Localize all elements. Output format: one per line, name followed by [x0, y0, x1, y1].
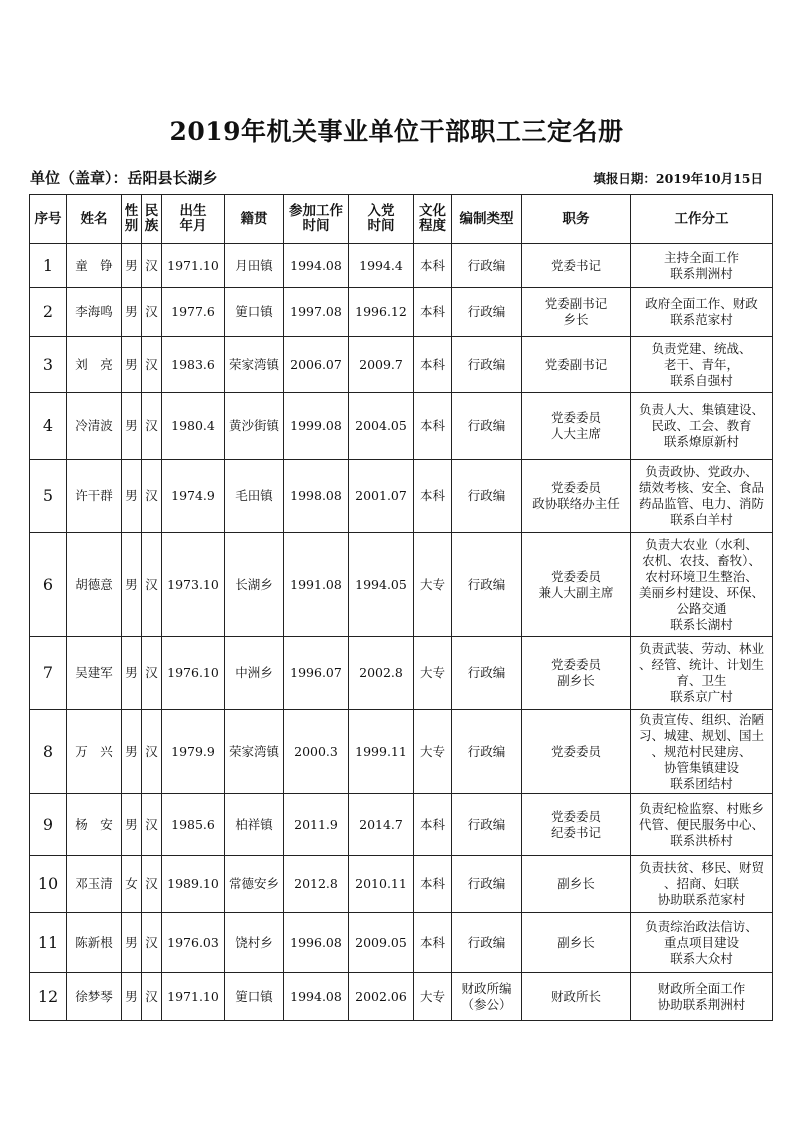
- cell-birth: 1974.9: [162, 460, 225, 533]
- cell-position: 党委委员 兼人大副主席: [522, 533, 631, 637]
- cell-hometown: 柏祥镇: [225, 794, 284, 856]
- cell-hometown: 长湖乡: [225, 533, 284, 637]
- cell-gender: 男: [122, 533, 142, 637]
- cell-duties: 主持全面工作 联系荆洲村: [631, 244, 773, 288]
- fill-date: 填报日期：2019年10月15日: [593, 171, 763, 186]
- cell-birth: 1989.10: [162, 856, 225, 913]
- cell-hometown: 月田镇: [225, 244, 284, 288]
- cell-birth: 1976.03: [162, 913, 225, 973]
- cell-gender: 男: [122, 973, 142, 1021]
- cell-birth: 1983.6: [162, 337, 225, 393]
- cell-name: 万 兴: [67, 710, 122, 794]
- cell-position: 党委委员 副乡长: [522, 637, 631, 710]
- cell-hometown: 毛田镇: [225, 460, 284, 533]
- cell-party-join: 1994.05: [349, 533, 414, 637]
- header-seq: 序号: [30, 195, 67, 244]
- unit-label: 单位（盖章）：岳阳县长湖乡: [30, 169, 218, 187]
- cell-party-join: 2002.06: [349, 973, 414, 1021]
- cell-gender: 男: [122, 244, 142, 288]
- cell-gender: 男: [122, 913, 142, 973]
- cell-staffing-type: 行政编: [452, 244, 522, 288]
- header-party-join: 入党 时间: [349, 195, 414, 244]
- cell-work-start: 2006.07: [284, 337, 349, 393]
- cell-hometown: 黄沙街镇: [225, 393, 284, 460]
- cell-birth: 1976.10: [162, 637, 225, 710]
- table-row: [30, 794, 773, 856]
- cell-work-start: 1994.08: [284, 244, 349, 288]
- cell-work-start: 1997.08: [284, 288, 349, 337]
- staff-roster-table: [29, 194, 773, 1021]
- table-row: [30, 856, 773, 913]
- cell-party-join: 2010.11: [349, 856, 414, 913]
- table-row: [30, 460, 773, 533]
- cell-seq: 3: [30, 337, 67, 393]
- header-position: 职务: [522, 195, 631, 244]
- cell-party-join: 2009.7: [349, 337, 414, 393]
- cell-ethnicity: 汉: [142, 710, 162, 794]
- header-hometown: 籍贯: [225, 195, 284, 244]
- cell-seq: 8: [30, 710, 67, 794]
- cell-duties: 负责纪检监察、村账乡 代管、便民服务中心、 联系洪桥村: [631, 794, 773, 856]
- cell-name: 许干群: [67, 460, 122, 533]
- cell-party-join: 1994.4: [349, 244, 414, 288]
- cell-staffing-type: 财政所编 （参公）: [452, 973, 522, 1021]
- cell-staffing-type: 行政编: [452, 856, 522, 913]
- cell-party-join: 1996.12: [349, 288, 414, 337]
- header-duties: 工作分工: [631, 195, 773, 244]
- cell-seq: 12: [30, 973, 67, 1021]
- cell-education: 本科: [414, 794, 452, 856]
- cell-work-start: 1999.08: [284, 393, 349, 460]
- cell-seq: 6: [30, 533, 67, 637]
- cell-work-start: 2011.9: [284, 794, 349, 856]
- cell-education: 大专: [414, 710, 452, 794]
- cell-staffing-type: 行政编: [452, 533, 522, 637]
- table-row: [30, 533, 773, 637]
- table-header-row: [30, 195, 773, 244]
- cell-staffing-type: 行政编: [452, 710, 522, 794]
- table-row: [30, 337, 773, 393]
- cell-position: 党委副书记: [522, 337, 631, 393]
- cell-position: 党委委员 人大主席: [522, 393, 631, 460]
- header-birth: 出生 年月: [162, 195, 225, 244]
- cell-staffing-type: 行政编: [452, 393, 522, 460]
- cell-duties: 负责人大、集镇建设、 民政、工会、教育 联系燎原新村: [631, 393, 773, 460]
- cell-duties: 负责宣传、组织、治陋 习、城建、规划、国土 、规范村民建房、 协管集镇建设 联系团结村: [631, 710, 773, 794]
- cell-party-join: 2001.07: [349, 460, 414, 533]
- cell-education: 本科: [414, 337, 452, 393]
- cell-staffing-type: 行政编: [452, 637, 522, 710]
- cell-staffing-type: 行政编: [452, 288, 522, 337]
- cell-work-start: 2000.3: [284, 710, 349, 794]
- cell-duties: 财政所全面工作 协助联系荆洲村: [631, 973, 773, 1021]
- cell-education: 大专: [414, 637, 452, 710]
- cell-gender: 男: [122, 393, 142, 460]
- table-row: [30, 288, 773, 337]
- cell-hometown: 常德安乡: [225, 856, 284, 913]
- cell-hometown: 筻口镇: [225, 973, 284, 1021]
- cell-education: 大专: [414, 973, 452, 1021]
- cell-work-start: 1996.07: [284, 637, 349, 710]
- cell-gender: 男: [122, 288, 142, 337]
- cell-ethnicity: 汉: [142, 244, 162, 288]
- cell-staffing-type: 行政编: [452, 460, 522, 533]
- cell-duties: 负责大农业（水利、 农机、农技、畜牧）、 农村环境卫生整治、 美丽乡村建设、环保、 公路交通 联系长湖村: [631, 533, 773, 637]
- cell-hometown: 荣家湾镇: [225, 710, 284, 794]
- cell-position: 党委委员 纪委书记: [522, 794, 631, 856]
- cell-education: 大专: [414, 533, 452, 637]
- cell-seq: 1: [30, 244, 67, 288]
- cell-position: 党委委员 政协联络办主任: [522, 460, 631, 533]
- cell-name: 李海鸣: [67, 288, 122, 337]
- cell-position: 党委副书记 乡长: [522, 288, 631, 337]
- cell-ethnicity: 汉: [142, 973, 162, 1021]
- cell-gender: 男: [122, 337, 142, 393]
- cell-name: 冷清波: [67, 393, 122, 460]
- header-work-start: 参加工作 时间: [284, 195, 349, 244]
- cell-education: 本科: [414, 913, 452, 973]
- cell-ethnicity: 汉: [142, 794, 162, 856]
- cell-duties: 政府全面工作、财政 联系范家村: [631, 288, 773, 337]
- document-title: 2019年机关事业单位干部职工三定名册: [169, 117, 624, 146]
- cell-duties: 负责政协、党政办、 绩效考核、安全、食品 药品监管、电力、消防 联系白羊村: [631, 460, 773, 533]
- table-row: [30, 913, 773, 973]
- cell-work-start: 1994.08: [284, 973, 349, 1021]
- cell-birth: 1980.4: [162, 393, 225, 460]
- cell-ethnicity: 汉: [142, 393, 162, 460]
- cell-ethnicity: 汉: [142, 637, 162, 710]
- cell-education: 本科: [414, 288, 452, 337]
- cell-position: 党委委员: [522, 710, 631, 794]
- cell-hometown: 中洲乡: [225, 637, 284, 710]
- header-ethnicity: 民 族: [142, 195, 162, 244]
- cell-work-start: 1998.08: [284, 460, 349, 533]
- cell-name: 陈新根: [67, 913, 122, 973]
- table-row: [30, 244, 773, 288]
- cell-seq: 5: [30, 460, 67, 533]
- cell-seq: 10: [30, 856, 67, 913]
- cell-work-start: 1996.08: [284, 913, 349, 973]
- cell-name: 胡德意: [67, 533, 122, 637]
- cell-party-join: 1999.11: [349, 710, 414, 794]
- cell-duties: 负责武装、劳动、林业 、经管、统计、计划生 育、卫生 联系京广村: [631, 637, 773, 710]
- cell-name: 徐梦琴: [67, 973, 122, 1021]
- cell-party-join: 2004.05: [349, 393, 414, 460]
- cell-seq: 11: [30, 913, 67, 973]
- cell-ethnicity: 汉: [142, 533, 162, 637]
- cell-education: 本科: [414, 856, 452, 913]
- cell-gender: 女: [122, 856, 142, 913]
- cell-ethnicity: 汉: [142, 856, 162, 913]
- cell-ethnicity: 汉: [142, 913, 162, 973]
- cell-gender: 男: [122, 637, 142, 710]
- cell-education: 本科: [414, 393, 452, 460]
- cell-birth: 1977.6: [162, 288, 225, 337]
- cell-duties: 负责扶贫、移民、财贸 、招商、妇联 协助联系范家村: [631, 856, 773, 913]
- cell-education: 本科: [414, 460, 452, 533]
- cell-staffing-type: 行政编: [452, 913, 522, 973]
- cell-staffing-type: 行政编: [452, 794, 522, 856]
- cell-birth: 1973.10: [162, 533, 225, 637]
- table-row: [30, 973, 773, 1021]
- header-name: 姓名: [67, 195, 122, 244]
- cell-party-join: 2014.7: [349, 794, 414, 856]
- cell-position: 党委书记: [522, 244, 631, 288]
- cell-ethnicity: 汉: [142, 288, 162, 337]
- cell-seq: 2: [30, 288, 67, 337]
- header-staffing-type: 编制类型: [452, 195, 522, 244]
- cell-duties: 负责综治政法信访、 重点项目建设 联系大众村: [631, 913, 773, 973]
- cell-name: 邓玉清: [67, 856, 122, 913]
- cell-name: 童 铮: [67, 244, 122, 288]
- cell-birth: 1971.10: [162, 973, 225, 1021]
- cell-hometown: 荣家湾镇: [225, 337, 284, 393]
- cell-gender: 男: [122, 794, 142, 856]
- cell-staffing-type: 行政编: [452, 337, 522, 393]
- cell-seq: 7: [30, 637, 67, 710]
- cell-position: 副乡长: [522, 856, 631, 913]
- cell-hometown: 筻口镇: [225, 288, 284, 337]
- cell-work-start: 1991.08: [284, 533, 349, 637]
- cell-party-join: 2009.05: [349, 913, 414, 973]
- header-gender: 性 别: [122, 195, 142, 244]
- cell-birth: 1971.10: [162, 244, 225, 288]
- header-education: 文化 程度: [414, 195, 452, 244]
- cell-duties: 负责党建、统战、 老干、青年， 联系自强村: [631, 337, 773, 393]
- cell-ethnicity: 汉: [142, 460, 162, 533]
- cell-gender: 男: [122, 460, 142, 533]
- cell-name: 刘 亮: [67, 337, 122, 393]
- cell-gender: 男: [122, 710, 142, 794]
- cell-name: 杨 安: [67, 794, 122, 856]
- cell-ethnicity: 汉: [142, 337, 162, 393]
- cell-seq: 4: [30, 393, 67, 460]
- cell-birth: 1985.6: [162, 794, 225, 856]
- cell-work-start: 2012.8: [284, 856, 349, 913]
- cell-party-join: 2002.8: [349, 637, 414, 710]
- cell-position: 副乡长: [522, 913, 631, 973]
- table-row: [30, 710, 773, 794]
- table-row: [30, 637, 773, 710]
- cell-birth: 1979.9: [162, 710, 225, 794]
- cell-seq: 9: [30, 794, 67, 856]
- table-row: [30, 393, 773, 460]
- cell-position: 财政所长: [522, 973, 631, 1021]
- cell-hometown: 饶村乡: [225, 913, 284, 973]
- cell-education: 本科: [414, 244, 452, 288]
- cell-name: 吴建军: [67, 637, 122, 710]
